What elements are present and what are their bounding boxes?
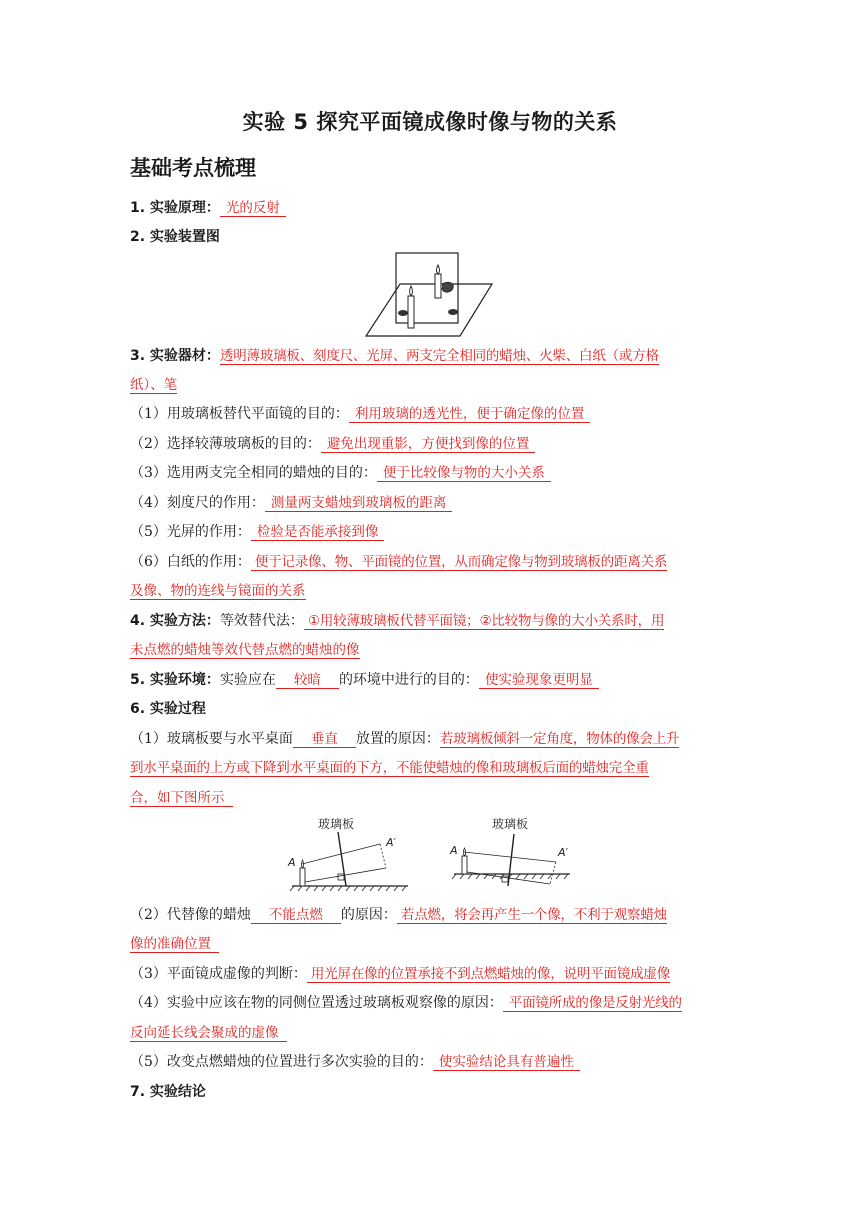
sub-item-unlit-candle: （2）代替像的蜡烛 不能点燃 的原因： 若点燃，将会再产生一个像，不利于观察蜡烛 <box>130 907 667 923</box>
answer-materials-line2: 纸）、笔 <box>130 377 178 393</box>
item-apparatus-diagram: 2. 实验装置图 <box>130 229 220 245</box>
svg-text:A′: A′ <box>386 836 397 849</box>
item-method-cont: 未点燃的蜡烛等效代替点燃的蜡烛的像 <box>130 642 360 658</box>
sub-item-vertical: （1）玻璃板要与水平桌面 垂直 放置的原因：若玻璃板倾斜一定角度，物体的像会上升 <box>130 731 680 747</box>
sub-item-repeat: （5）改变点燃蜡烛的位置进行多次实验的目的： 使实验结论具有普遍性 <box>130 1053 730 1071</box>
item-principle: 1. 实验原理： 光的反射 <box>130 199 730 217</box>
item-method: 4. 实验方法：等效替代法： ①用较薄玻璃板代替平面镜；②比较物与像的大小关系时，用 <box>130 613 665 629</box>
page-title: 实验 5 探究平面镜成像时像与物的关系 <box>242 110 618 134</box>
sub-item-glass-purpose: （1）用玻璃板替代平面镜的目的： 利用玻璃的透光性，便于确定像的位置 <box>130 405 730 423</box>
svg-text:玻璃板: 玻璃板 <box>492 817 529 831</box>
svg-text:玻璃板: 玻璃板 <box>318 817 355 831</box>
sub-item-white-paper: （6）白纸的作用： 便于记录像、物、平面镜的位置，从而确定像与物到玻璃板的距离关系 <box>130 554 668 570</box>
sub-item-white-paper-cont: 及像、物的连线与镜面的关系 <box>130 583 306 599</box>
sub-item-observation: （4）实验中应该在物的同侧位置透过玻璃板观察像的原因： 平面镜所成的像是反射光线的 <box>130 995 682 1011</box>
section-heading: 基础考点梳理 <box>130 156 256 180</box>
answer-principle: 光的反射 <box>220 200 286 217</box>
item-environment: 5. 实验环境：实验应在 较暗 的环境中进行的目的： 使实验现象更明显 <box>130 671 730 689</box>
answer-materials-line1: 透明薄玻璃板、刻度尺、光屏、两支完全相同的蜡烛、火柴、白纸（或方格 <box>219 348 659 364</box>
svg-text:A: A <box>288 856 296 869</box>
svg-text:A: A <box>450 844 458 857</box>
item-materials-cont <box>130 376 730 394</box>
sub-item-thin-glass: （2）选择较薄玻璃板的目的： 避免出现重影，方便找到像的位置 <box>130 435 730 453</box>
item-procedure: 6. 实验过程 <box>130 701 206 717</box>
apparatus-figure <box>360 252 500 340</box>
item-materials: 3. 实验器材：透明薄玻璃板、刻度尺、光屏、两支完全相同的蜡烛、火柴、白纸（或方格 <box>130 348 659 364</box>
sub-item-observation-cont: 反向延长线会聚成的虚像 <box>130 1024 730 1042</box>
item-conclusion: 7. 实验结论 <box>130 1084 206 1100</box>
sub-item-virtual-image: （3）平面镜成虚像的判断： 用光屏在像的位置承接不到点燃蜡烛的像，说明平面镜成虚像 <box>130 966 671 982</box>
sub-item-identical-candles: （3）选用两支完全相同的蜡烛的目的： 便于比较像与物的大小关系 <box>130 464 730 482</box>
sub-item-ruler: （4）刻度尺的作用： 测量两支蜡烛到玻璃板的距离 <box>130 494 730 512</box>
tilted-glass-figure <box>280 812 580 892</box>
sub-item-screen: （5）光屏的作用： 检验是否能承接到像 <box>130 523 730 541</box>
sub-item-vertical-cont2: 合，如下图所示 <box>130 789 730 807</box>
sub-item-unlit-candle-cont: 像的准确位置 <box>130 935 730 953</box>
sub-item-vertical-cont1: 到水平桌面的上方或下降到水平桌面的下方，不能使蜡烛的像和玻璃板后面的蜡烛完全重 <box>130 760 649 776</box>
svg-text:A′: A′ <box>558 846 569 859</box>
